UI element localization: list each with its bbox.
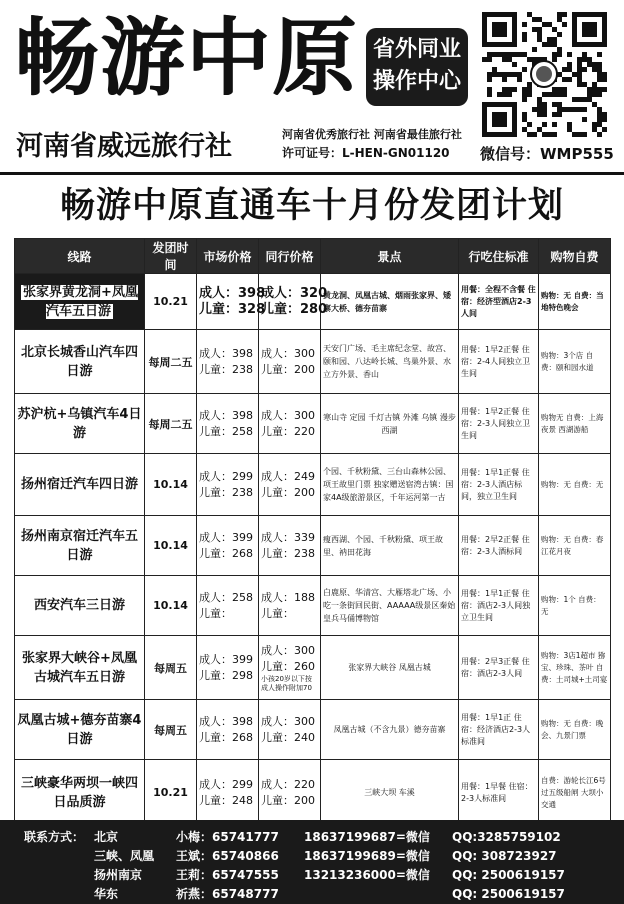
- price-line: 儿童：: [261, 606, 294, 620]
- price-line: 成人：398: [199, 285, 266, 301]
- market-price-cell: [197, 516, 259, 576]
- col-time: 发团时间: [145, 239, 197, 274]
- price-line: 成人：299: [199, 777, 253, 791]
- standard-cell: 用餐：1早餐 住宿：2-3人标准间: [459, 760, 539, 826]
- price-line: 成人：300: [261, 643, 315, 657]
- standard-cell: 用餐：1早1正 住宿：经济酒店2-3人标准间: [459, 700, 539, 760]
- price-line: 儿童：258: [199, 424, 253, 438]
- route-cell: [15, 274, 145, 330]
- price-line: 儿童：240: [261, 730, 315, 744]
- price-line: 儿童：220: [261, 424, 315, 438]
- peer-price-cell: [259, 700, 321, 760]
- price-line: 儿童：: [199, 606, 232, 620]
- market-price-cell: [197, 700, 259, 760]
- contact-region: 三峡、凤凰: [94, 849, 155, 863]
- table-row: [15, 576, 611, 636]
- route-cell: 扬州宿迁汽车四日游: [15, 454, 145, 516]
- time-cell: 10.21: [145, 760, 197, 826]
- standard-cell: 用餐：2早2正餐 住宿：2-3人酒标间: [459, 516, 539, 576]
- spots-cell: 凤凰古城（不含九景）德夯苗寨: [321, 700, 459, 760]
- agency-honors: 河南省优秀旅行社 河南省最佳旅行社: [282, 128, 462, 141]
- agency-name: 河南省威远旅行社: [16, 131, 232, 162]
- market-price-cell: [197, 330, 259, 394]
- subtag-line1: 省外同业: [372, 37, 461, 62]
- tour-schedule-table: [14, 238, 611, 826]
- shopping-cell: 购物无 自费：上海夜景 西湖游船: [539, 394, 611, 454]
- brand-title: 畅游中原: [14, 9, 359, 107]
- standard-cell: 用餐：1早1正餐 住宿：酒店2-3人间独立卫生间: [459, 576, 539, 636]
- route-cell: 西安汽车三日游: [15, 576, 145, 636]
- contact-person: 王莉：65747555: [176, 868, 279, 882]
- peer-price-cell: [259, 330, 321, 394]
- price-line: 成人：188: [261, 590, 315, 604]
- price-line: 成人：320: [261, 285, 328, 301]
- route-cell: 苏沪杭+乌镇汽车4日游: [15, 394, 145, 454]
- price-line: 成人：339: [261, 530, 315, 544]
- peer-price-cell: [259, 760, 321, 826]
- price-line: 成人：398: [199, 346, 253, 360]
- contact-region: 北京: [94, 830, 119, 844]
- price-line: 成人：299: [199, 469, 253, 483]
- table-row: [15, 700, 611, 760]
- contact-phone: 18637199689=微信: [304, 849, 430, 863]
- price-line: 儿童：200: [261, 485, 315, 499]
- table-row: [15, 454, 611, 516]
- col-shopping: 购物自费: [539, 239, 611, 274]
- market-price-cell: [197, 576, 259, 636]
- market-price-cell: [197, 274, 266, 330]
- market-price-cell: [197, 454, 259, 516]
- contact-footer: [0, 820, 624, 904]
- table-header-row: [15, 239, 611, 274]
- contact-phone: 13213236000=微信: [304, 868, 430, 882]
- route-label: 张家界黄龙洞+凤凰汽车五日游: [23, 284, 138, 319]
- price-line: 成人：399: [199, 530, 253, 544]
- route-cell: 凤凰古城+德夯苗寨4日游: [15, 700, 145, 760]
- price-line: 儿童：238: [261, 546, 315, 560]
- time-cell: 每周五: [145, 636, 197, 700]
- price-line: 儿童：248: [199, 793, 253, 807]
- contact-phone: 18637199687=微信: [304, 830, 430, 844]
- subtag-badge: [366, 28, 468, 106]
- price-line: 成人：300: [261, 408, 315, 422]
- contact-qq: QQ: 308723927: [452, 849, 557, 863]
- time-cell: 每周二五: [145, 330, 197, 394]
- shopping-cell: 购物：无 自费：春江花月夜: [539, 516, 611, 576]
- shopping-cell: 购物：无 自费：无: [539, 454, 611, 516]
- col-standard: 行吃住标准: [459, 239, 539, 274]
- table-row: [15, 330, 611, 394]
- price-line: 成人：300: [261, 714, 315, 728]
- route-cell: 三峡豪华两坝一峡四日品质游: [15, 760, 145, 826]
- price-line: 成人：300: [261, 346, 315, 360]
- subtag-line2: 操作中心: [372, 69, 461, 94]
- time-cell: 每周二五: [145, 394, 197, 454]
- contact-region: 华东: [94, 887, 119, 901]
- contact-qq: QQ: 2500619157: [452, 868, 565, 882]
- shopping-cell: 购物：3个店 自费：颐和园水道: [539, 330, 611, 394]
- col-route: 线路: [15, 239, 145, 274]
- price-line: 儿童：268: [199, 546, 253, 560]
- table-row: [15, 274, 611, 330]
- price-line: 儿童：260: [261, 659, 315, 673]
- contact-qqs: [452, 828, 565, 904]
- price-line: 儿童：328: [199, 301, 266, 317]
- contact-label: 联系方式：: [24, 830, 85, 844]
- price-line: 儿童：238: [199, 362, 253, 376]
- peer-price-cell: [259, 274, 328, 330]
- spots-cell: 瘦西湖、个园、千秋粉黛、项王故里、衲田花海: [321, 516, 459, 576]
- shopping-cell: 购物：3店1超市 猕宝、珍珠、茶叶 自费：土司城+土司宴: [539, 636, 611, 700]
- peer-price-cell: [259, 454, 321, 516]
- price-line: 儿童：268: [199, 730, 253, 744]
- col-peer-price: 同行价格: [259, 239, 321, 274]
- license-number: 许可证号：L-HEN-GN01120: [282, 146, 450, 160]
- time-cell: 10.14: [145, 454, 197, 516]
- price-line: 成人：258: [199, 590, 253, 604]
- market-price-cell: [197, 636, 259, 700]
- contact-persons: [176, 828, 279, 904]
- spots-cell: 寒山寺 定园 千灯古镇 外滩 乌镇 漫步西湖: [321, 394, 459, 454]
- table-row: [15, 636, 611, 700]
- shopping-cell: 自费：游轮长江6号过五级船闸 大坝小交通: [539, 760, 611, 826]
- shopping-cell: 购物：1个 自费：无: [539, 576, 611, 636]
- spots-cell: 三峡大坝 车溪: [321, 760, 459, 826]
- spots-cell: 黄龙洞、凤凰古城、烟雨张家界、矮寨大桥、德夯苗寨: [321, 274, 459, 330]
- spots-cell: 天安门广场、毛主席纪念堂、故宫、颐和园、八达岭长城、鸟巢外景、水立方外景、香山: [321, 330, 459, 394]
- table-row: [15, 394, 611, 454]
- price-line: 儿童：200: [261, 362, 315, 376]
- col-market-price: 市场价格: [197, 239, 259, 274]
- route-cell: 张家界大峡谷+凤凰古城汽车五日游: [15, 636, 145, 700]
- shopping-cell: 购物：无 自费：晚会、九景门票: [539, 700, 611, 760]
- contact-person: 小梅：65741777: [176, 830, 279, 844]
- contact-qq: QQ:3285759102: [452, 830, 561, 844]
- shopping-cell: 购物：无 自费：当地特色晚会: [539, 274, 611, 330]
- peer-price-cell: [259, 516, 321, 576]
- price-line: 成人：249: [261, 469, 315, 483]
- price-line: 儿童：280: [261, 301, 328, 317]
- time-cell: 10.14: [145, 516, 197, 576]
- qr-code-icon: [478, 10, 610, 138]
- contact-person: 王斌：65740866: [176, 849, 279, 863]
- price-line: 成人：220: [261, 777, 315, 791]
- header: [0, 0, 624, 175]
- spots-cell: 张家界大峡谷 凤凰古城: [321, 636, 459, 700]
- standard-cell: 用餐：1早2正餐 住宿：2-4人间独立卫生间: [459, 330, 539, 394]
- route-cell: 北京长城香山汽车四日游: [15, 330, 145, 394]
- route-cell: 扬州南京宿迁汽车五日游: [15, 516, 145, 576]
- price-line: 成人：398: [199, 408, 253, 422]
- page-title: 畅游中原直通车十月份发团计划: [59, 185, 564, 226]
- price-line: 成人：399: [199, 652, 253, 666]
- contact-region: 扬州南京: [94, 868, 143, 882]
- peer-price-cell: [259, 636, 321, 700]
- standard-cell: 用餐：1早1正餐 住宿：2-3人酒店标间，独立卫生间: [459, 454, 539, 516]
- price-note: 小孩20岁以下按成人操作附加70: [261, 674, 312, 692]
- spots-cell: 白鹿原、华清宫、大雁塔北广场、小吃一条街回民街、AAAAA级景区秦始皇兵马俑博物馆: [321, 576, 459, 636]
- market-price-cell: [197, 394, 259, 454]
- time-cell: 10.14: [145, 576, 197, 636]
- market-price-cell: [197, 760, 259, 826]
- peer-price-cell: [259, 394, 321, 454]
- standard-cell: 用餐：2早3正餐 住宿：酒店2-3人间: [459, 636, 539, 700]
- table-row: [15, 516, 611, 576]
- contact-regions: [94, 828, 154, 904]
- contact-qq: QQ: 2500619157: [452, 887, 565, 901]
- price-line: 儿童：200: [261, 793, 315, 807]
- col-spots: 景点: [321, 239, 459, 274]
- time-cell: 10.21: [145, 274, 197, 330]
- table-row: [15, 760, 611, 826]
- peer-price-cell: [259, 576, 321, 636]
- standard-cell: 用餐：1早2正餐 住宿：2-3人间独立卫生间: [459, 394, 539, 454]
- price-line: 儿童：298: [199, 668, 253, 682]
- time-cell: 每周五: [145, 700, 197, 760]
- contact-phones: [304, 828, 430, 885]
- contact-person: 祈燕：65748777: [176, 887, 279, 901]
- spots-cell: 个园、千秋粉黛、三台山森林公园、项王故里门票 独家赠送宿湾古镇：国家4A级旅游景区，千年运河第一古: [321, 454, 459, 516]
- standard-cell: 用餐：全程不含餐 住宿：经济型酒店2-3人间: [459, 274, 539, 330]
- price-line: 成人：398: [199, 714, 253, 728]
- wechat-id: 微信号：WMP555: [480, 145, 614, 163]
- price-line: 儿童：238: [199, 485, 253, 499]
